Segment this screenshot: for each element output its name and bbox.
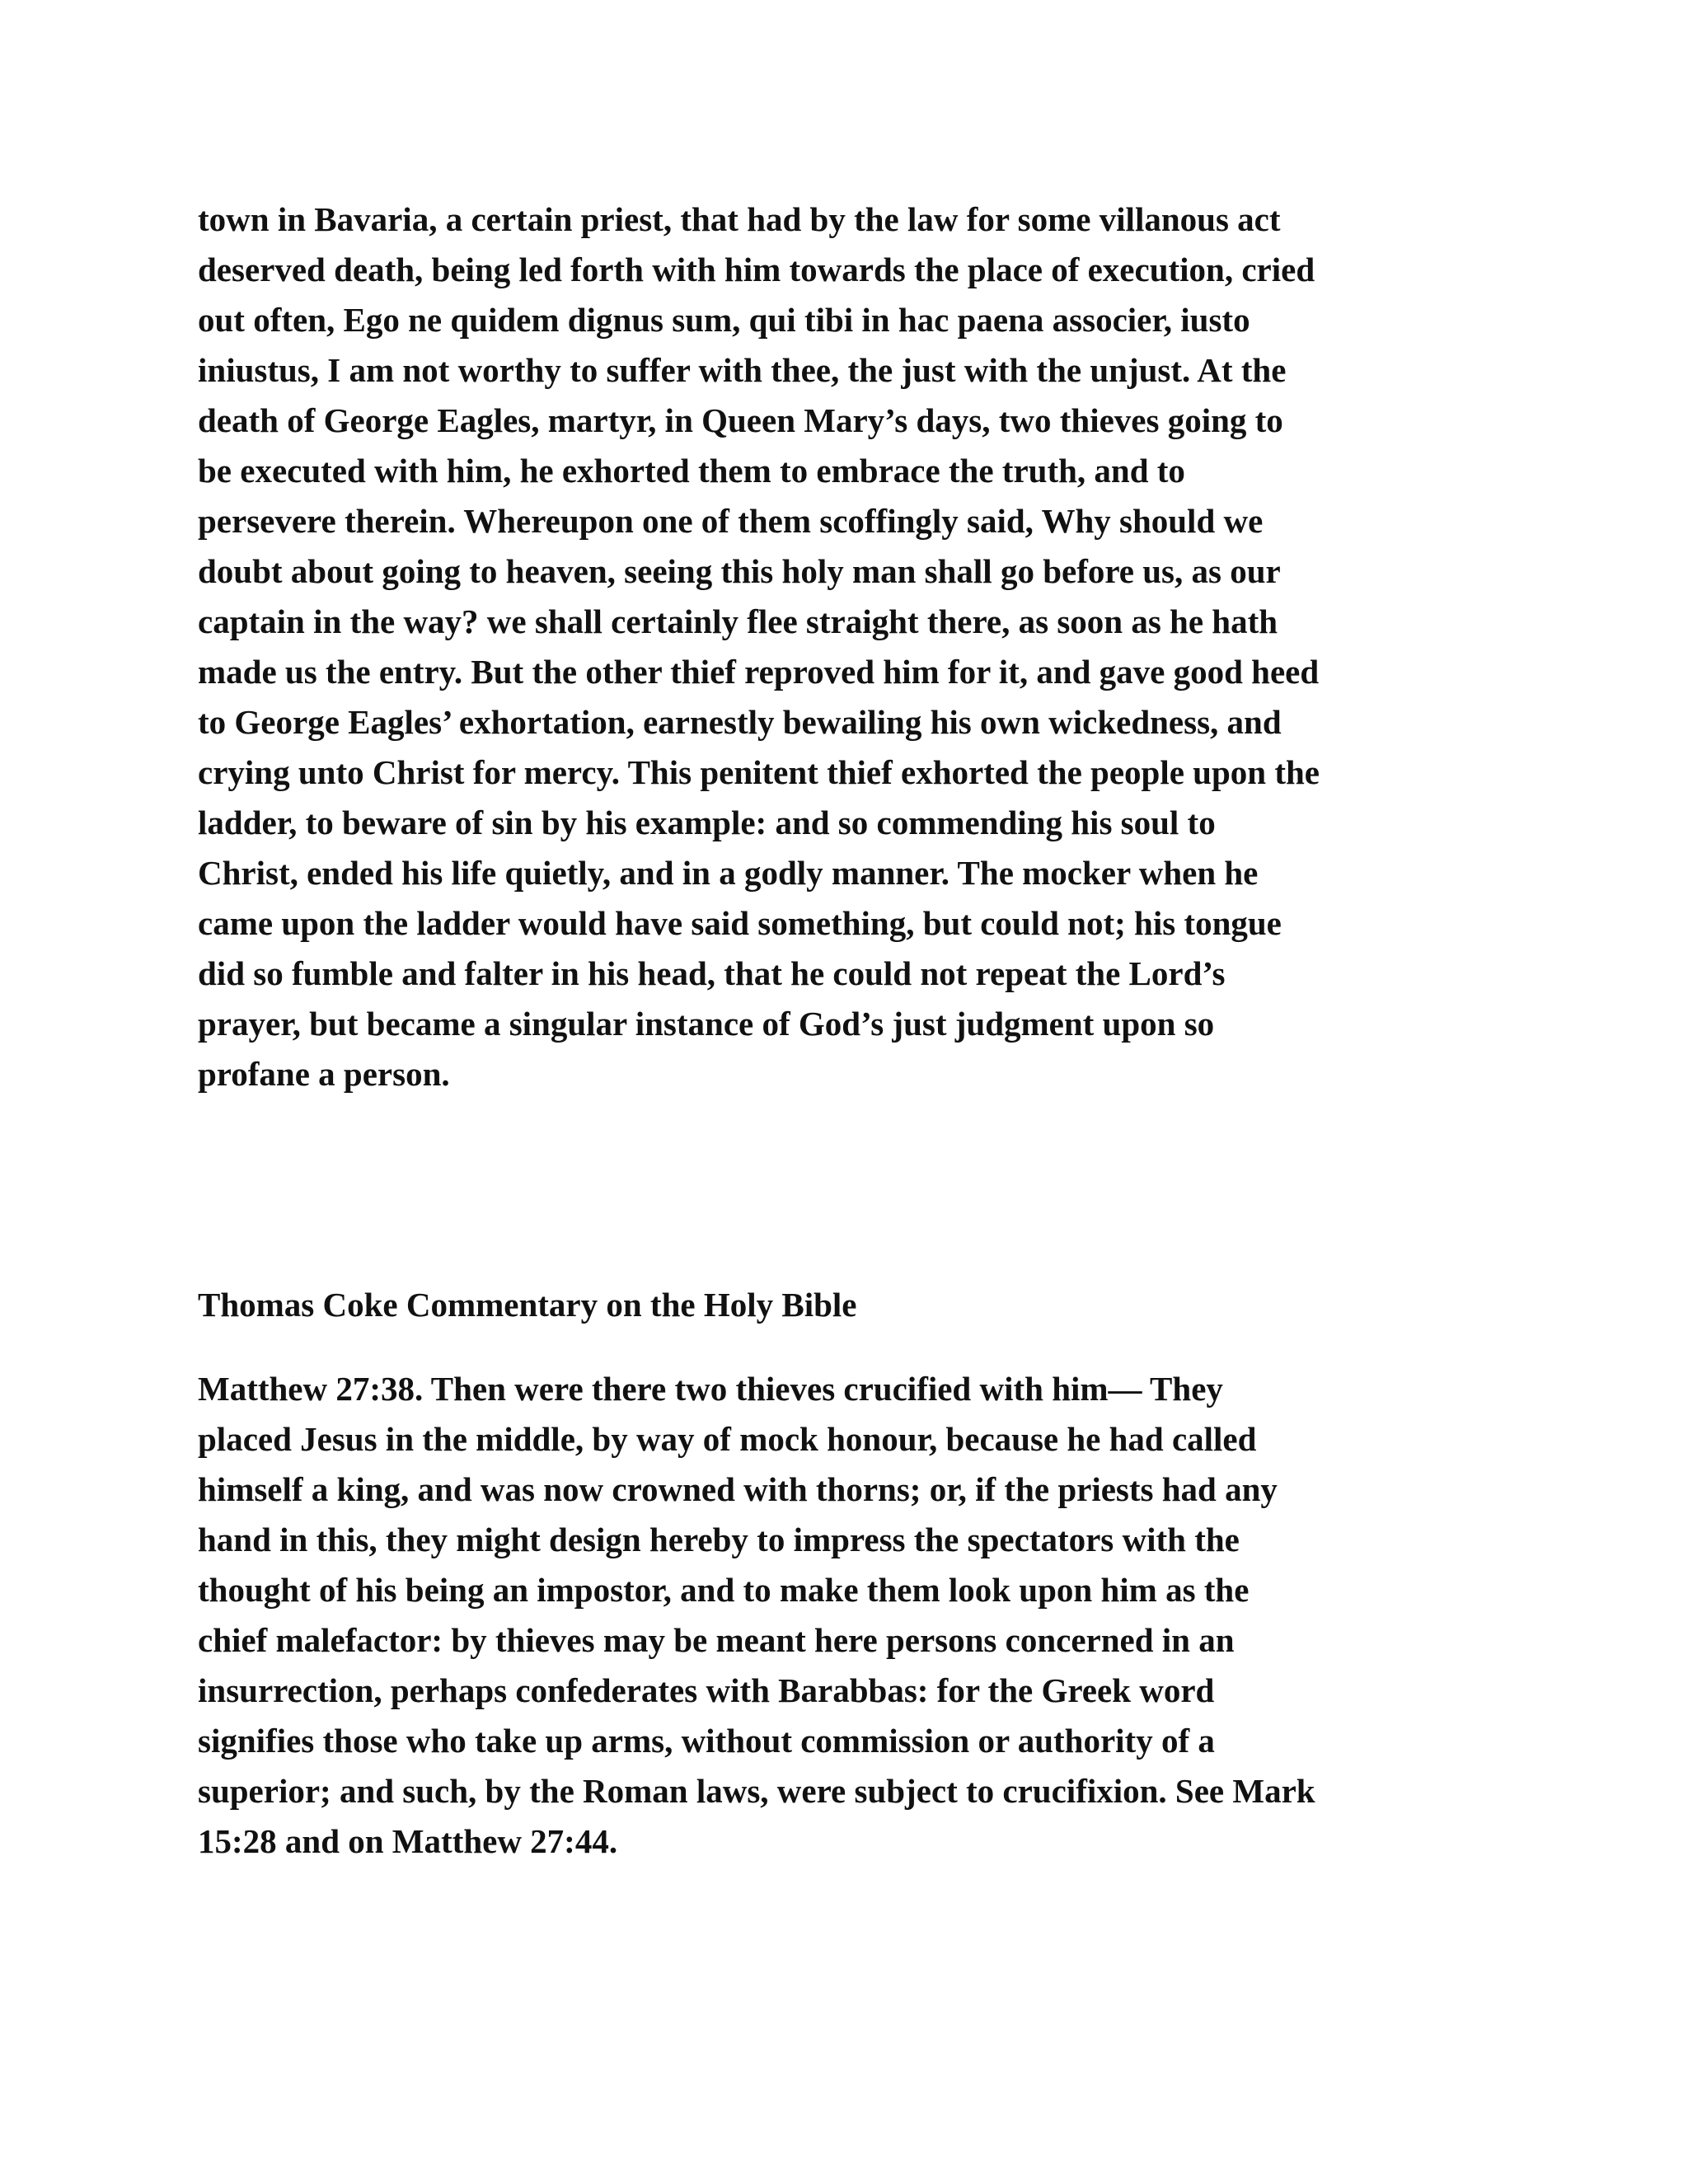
paragraph-line: himself a king, and was now crowned with thorns; or, if the priests had any <box>198 1470 1278 1508</box>
section-heading <box>198 1280 1508 1330</box>
paragraph-line: be executed with him, he exhorted them to embrace the truth, and to <box>198 452 1185 490</box>
paragraph-line: signifies those who take up arms, without commission or authority of a <box>198 1722 1215 1760</box>
paragraph-line: chief malefactor: by thieves may be meant here persons concerned in an <box>198 1621 1235 1659</box>
paragraph-line: out often, Ego ne quidem dignus sum, qui tibi in hac paena associer, iusto <box>198 301 1250 339</box>
paragraph-line: persevere therein. Whereupon one of them scoffingly said, Why should we <box>198 502 1264 540</box>
paragraph-line: doubt about going to heaven, seeing this holy man shall go before us, as our <box>198 552 1281 590</box>
paragraph-line: iniustus, I am not worthy to suffer with thee, the just with the unjust. At the <box>198 351 1287 389</box>
section-heading-text: Thomas Coke Commentary on the Holy Bible <box>198 1286 857 1324</box>
paragraph-line: made us the entry. But the other thief reproved him for it, and gave good heed <box>198 653 1320 691</box>
paragraph-line: deserved death, being led forth with him towards the place of execution, cried <box>198 251 1315 288</box>
commentary-paragraph <box>198 1364 1508 1867</box>
paragraph-line: to George Eagles’ exhortation, earnestly bewailing his own wickedness, and <box>198 703 1282 741</box>
paragraph-line: captain in the way? we shall certainly flee straight there, as soon as he hath <box>198 602 1278 640</box>
paragraph-line: did so fumble and falter in his head, that he could not repeat the Lord’s <box>198 954 1226 992</box>
paragraph-line: Matthew 27:38. Then were there two thieves crucified with him— They <box>198 1370 1223 1408</box>
paragraph-line: placed Jesus in the middle, by way of mock honour, because he had called <box>198 1420 1257 1458</box>
paragraph-line: Christ, ended his life quietly, and in a godly manner. The mocker when he <box>198 854 1259 892</box>
paragraph-line: insurrection, perhaps confederates with Barabbas: for the Greek word <box>198 1671 1215 1709</box>
paragraph-line: 15:28 and on Matthew 27:44. <box>198 1822 618 1860</box>
paragraph-line: ladder, to beware of sin by his example: and so commending his soul to <box>198 804 1216 841</box>
paragraph-line: superior; and such, by the Roman laws, were subject to crucifixion. See Mark <box>198 1772 1315 1810</box>
paragraph-line: prayer, but became a singular instance of God’s just judgment upon so <box>198 1005 1215 1043</box>
paragraph-line: town in Bavaria, a certain priest, that had by the law for some villanous act <box>198 200 1281 238</box>
paragraph-line: profane a person. <box>198 1055 450 1093</box>
paragraph-line: death of George Eagles, martyr, in Queen Mary’s days, two thieves going to <box>198 401 1283 439</box>
paragraph-line: hand in this, they might design hereby to impress the spectators with the <box>198 1521 1240 1558</box>
paragraph-line: came upon the ladder would have said something, but could not; his tongue <box>198 904 1282 942</box>
paragraph-continuation <box>198 194 1508 1099</box>
paragraph-line: thought of his being an impostor, and to make them look upon him as the <box>198 1571 1250 1609</box>
paragraph-line: crying unto Christ for mercy. This penitent thief exhorted the people upon the <box>198 753 1320 791</box>
